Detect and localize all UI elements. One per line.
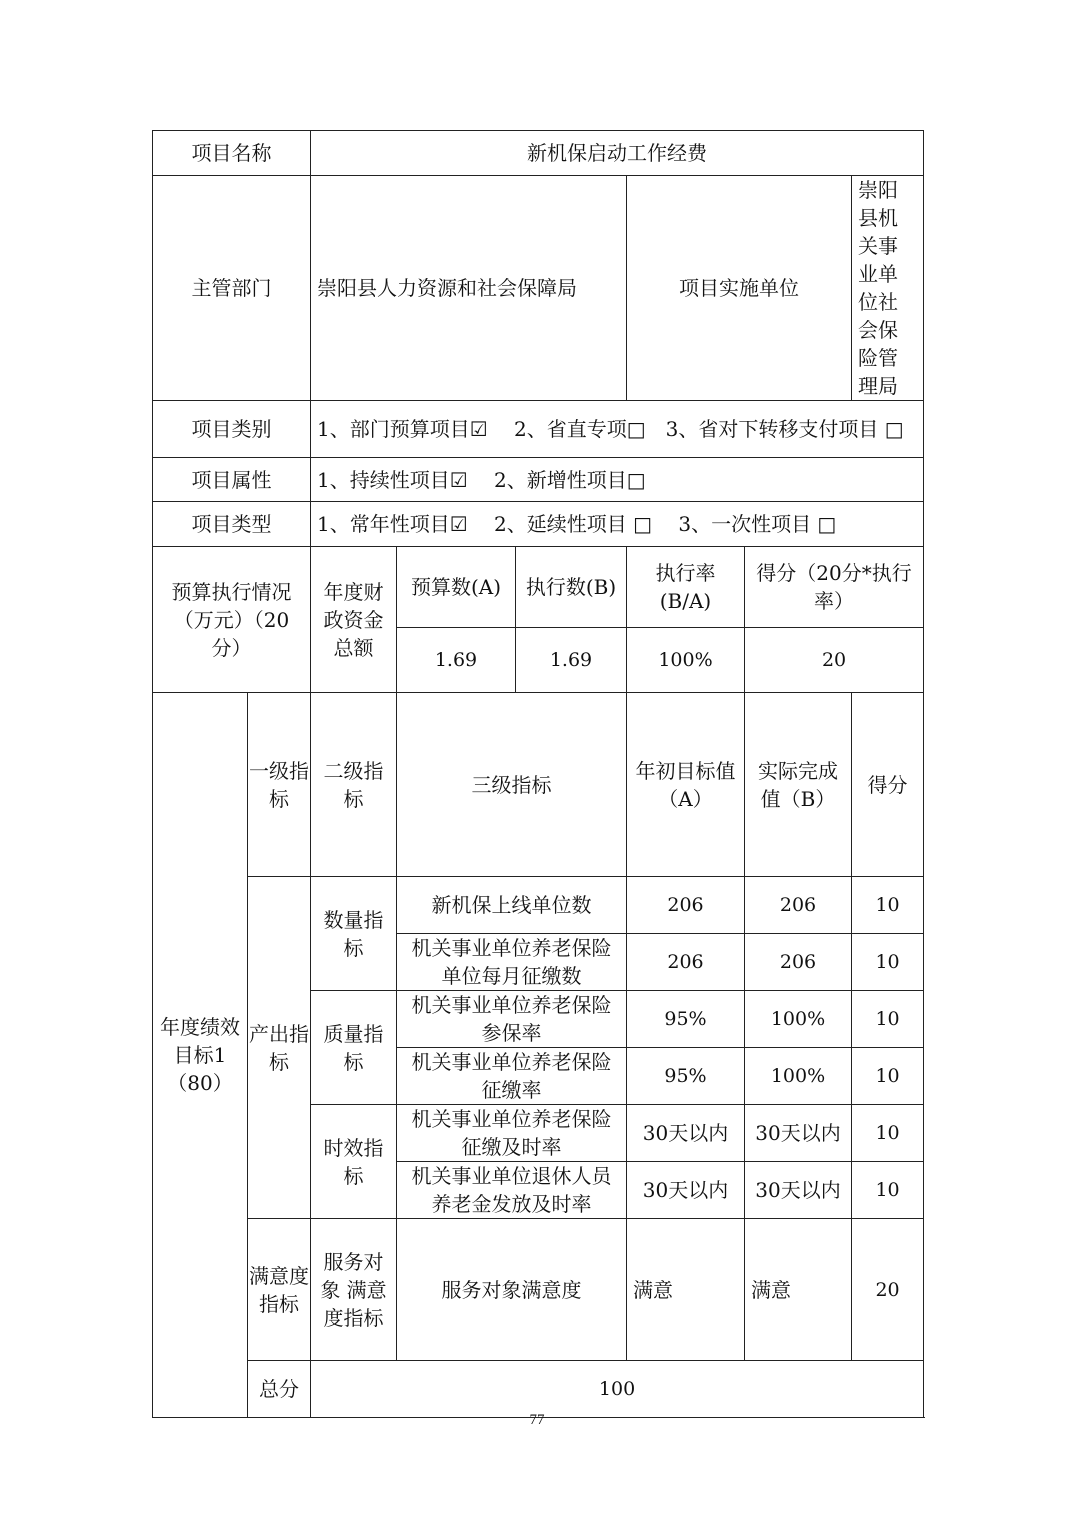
budget-score-value: 20 xyxy=(745,628,924,693)
indicator-name: 机关事业单位养老保险单位每月征缴数 xyxy=(397,934,627,991)
budget-col-label: 预算数(A) xyxy=(397,547,516,628)
indicator-name: 机关事业单位退休人员养老金发放及时率 xyxy=(397,1162,627,1219)
indicator-name: 机关事业单位养老保险征缴及时率 xyxy=(397,1105,627,1162)
table-row xyxy=(153,877,924,934)
annual-funds-label: 年度财政资金总额 xyxy=(311,547,397,693)
timeliness-indicator-label: 时效指标 xyxy=(311,1105,397,1219)
satisfaction-level1-label: 满意度指标 xyxy=(248,1219,311,1361)
actual-value: 206 xyxy=(745,877,852,934)
satisfaction-level2-label: 服务对象 满意度指标 xyxy=(311,1219,397,1361)
score-value: 10 xyxy=(852,1048,924,1105)
project-name-label: 项目名称 xyxy=(153,131,311,176)
target-value: 30天以内 xyxy=(627,1162,745,1219)
actual-header: 实际完成值（B） xyxy=(745,693,852,877)
table-row xyxy=(153,693,924,877)
table-row xyxy=(153,176,924,401)
table-row xyxy=(153,1361,924,1418)
indicator-name: 新机保上线单位数 xyxy=(397,877,627,934)
score-header: 得分 xyxy=(852,693,924,877)
actual-value: 满意 xyxy=(745,1219,852,1361)
dept-value: 崇阳县人力资源和社会保障局 xyxy=(311,176,627,401)
impl-unit-value: 崇阳县机关事业单位社会保险管理局 xyxy=(852,176,924,401)
quality-indicator-label: 质量指标 xyxy=(311,991,397,1105)
score-value: 10 xyxy=(852,991,924,1048)
exec-col-label: 执行数(B) xyxy=(516,547,627,628)
actual-value: 100% xyxy=(745,1048,852,1105)
level3-header: 三级指标 xyxy=(397,693,627,877)
target-value: 满意 xyxy=(627,1219,745,1361)
level2-header: 二级指标 xyxy=(311,693,397,877)
performance-label: 年度绩效目标1（80） xyxy=(153,693,248,1418)
budget-value: 1.69 xyxy=(397,628,516,693)
table-row xyxy=(153,131,924,176)
target-value: 30天以内 xyxy=(627,1105,745,1162)
performance-table xyxy=(152,130,924,1418)
total-label: 总分 xyxy=(248,1361,311,1418)
indicator-name: 机关事业单位养老保险参保率 xyxy=(397,991,627,1048)
dept-label: 主管部门 xyxy=(153,176,311,401)
category-label: 项目类别 xyxy=(153,401,311,458)
actual-value: 30天以内 xyxy=(745,1105,852,1162)
actual-value: 30天以内 xyxy=(745,1162,852,1219)
table-row xyxy=(153,1219,924,1361)
indicator-name: 机关事业单位养老保险征缴率 xyxy=(397,1048,627,1105)
page-number: 77 xyxy=(529,1412,545,1428)
actual-value: 206 xyxy=(745,934,852,991)
category-value: 1、部门预算项目☑ 2、省直专项□ 3、省对下转移支付项目 □ xyxy=(311,401,924,458)
score-value: 10 xyxy=(852,877,924,934)
target-value: 95% xyxy=(627,1048,745,1105)
target-value: 206 xyxy=(627,877,745,934)
type-label: 项目类型 xyxy=(153,502,311,547)
table-row xyxy=(153,458,924,502)
target-header: 年初目标值（A） xyxy=(627,693,745,877)
indicator-name: 服务对象满意度 xyxy=(397,1219,627,1361)
target-value: 95% xyxy=(627,991,745,1048)
table-row xyxy=(153,502,924,547)
attribute-label: 项目属性 xyxy=(153,458,311,502)
level1-header: 一级指标 xyxy=(248,693,311,877)
table-row xyxy=(153,547,924,628)
score-value: 20 xyxy=(852,1219,924,1361)
attribute-value: 1、持续性项目☑ 2、新增性项目□ xyxy=(311,458,924,502)
score-value: 10 xyxy=(852,934,924,991)
table-row xyxy=(153,401,924,458)
rate-value: 100% xyxy=(627,628,745,693)
score-col-label: 得分（20分*执行率） xyxy=(745,547,924,628)
output-indicator-label: 产出指标 xyxy=(248,877,311,1219)
type-value: 1、常年性项目☑ 2、延续性项目 □ 3、一次性项目 □ xyxy=(311,502,924,547)
actual-value: 100% xyxy=(745,991,852,1048)
quantity-indicator-label: 数量指标 xyxy=(311,877,397,991)
rate-col-label: 执行率(B/A) xyxy=(627,547,745,628)
total-value: 100 xyxy=(311,1361,924,1418)
target-value: 206 xyxy=(627,934,745,991)
exec-value: 1.69 xyxy=(516,628,627,693)
impl-unit-label: 项目实施单位 xyxy=(627,176,852,401)
score-value: 10 xyxy=(852,1162,924,1219)
project-name-value: 新机保启动工作经费 xyxy=(311,131,924,176)
budget-label: 预算执行情况（万元）（20分） xyxy=(153,547,311,693)
score-value: 10 xyxy=(852,1105,924,1162)
